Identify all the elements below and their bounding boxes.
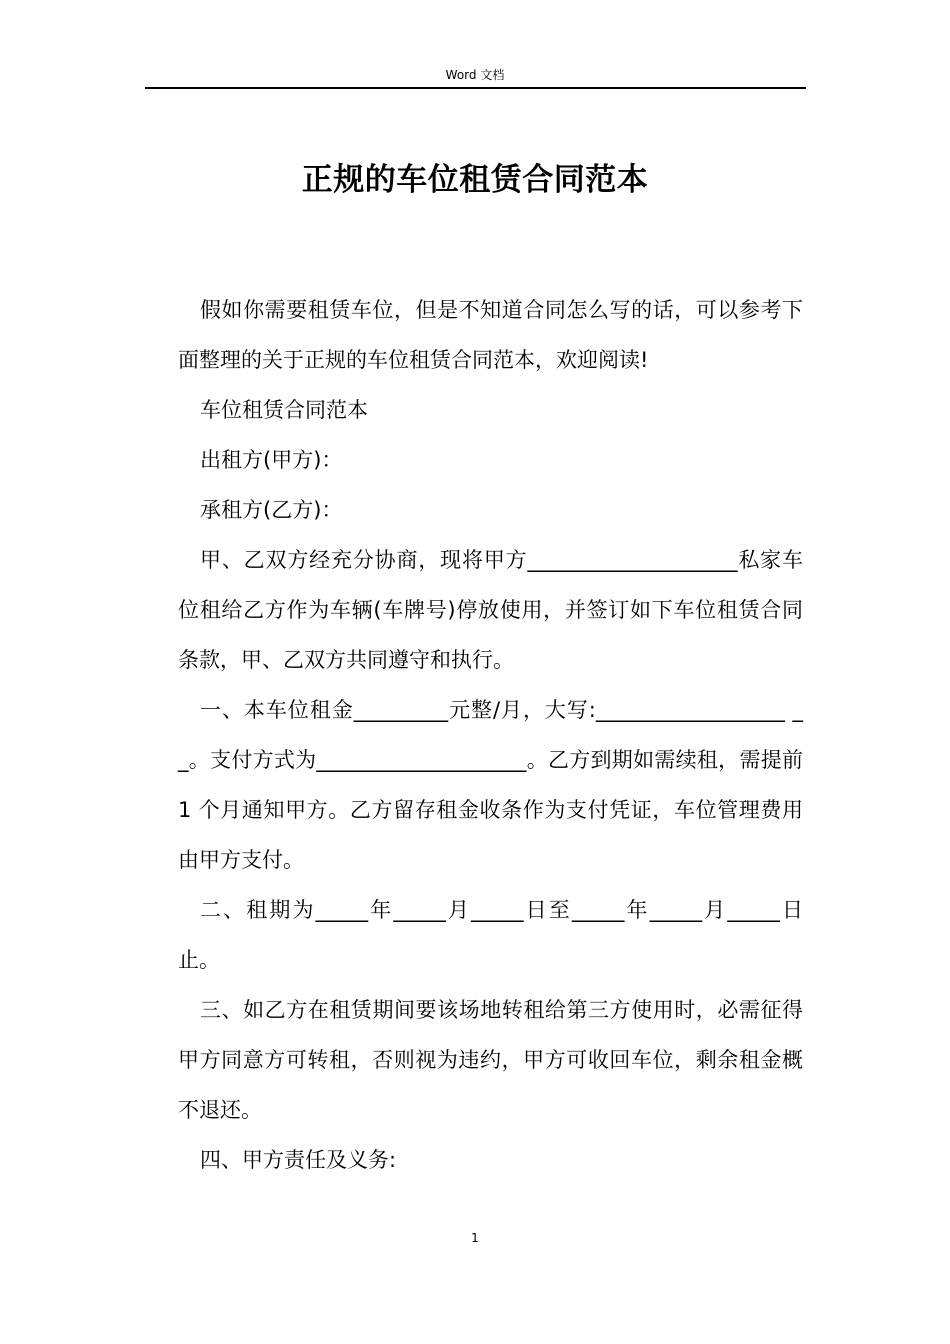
document-title: 正规的车位租赁合同范本 [301,162,649,198]
page-number: 1 [471,1231,479,1245]
page-header: Word 文档 [445,68,505,82]
clause-4-lessor-duties: 四、甲方责任及义务: [200,1148,397,1172]
clause-2-term: 二、租期为_____年_____月_____日至_____年_____月_____日止。 [178,898,803,972]
clause-1-rent: 一、本车位租金_________元整/月，大写:__________________ __。支付方式为____________________。乙方到期如需续租，需提前 1 个月通知甲方。乙方留存租金收条作为支付凭证，车位管理费用由甲方支付。 [178,698,803,872]
intro-paragraph: 假如你需要租赁车位，但是不知道合同怎么写的话，可以参考下面整理的关于正规的车位租赁合同范本，欢迎阅读! [178,298,803,372]
header-rule [145,87,806,89]
clause-3-sublease: 三、如乙方在租赁期间要该场地转租给第三方使用时，必需征得甲方同意方可转租，否则视为违约，甲方可收回车位，剩余租金概不退还。 [178,998,803,1122]
lessee-line: 承租方(乙方)： [200,498,343,522]
lessor-line: 出租方(甲方)： [200,448,343,472]
agreement-paragraph: 甲、乙双方经充分协商，现将甲方____________________私家车位租给乙方作为车辆(车牌号)停放使用，并签订如下车位租赁合同条款，甲、乙双方共同遵守和执行。 [178,548,803,672]
contract-subtitle: 车位租赁合同范本 [200,398,368,422]
document-body [178,285,803,1185]
